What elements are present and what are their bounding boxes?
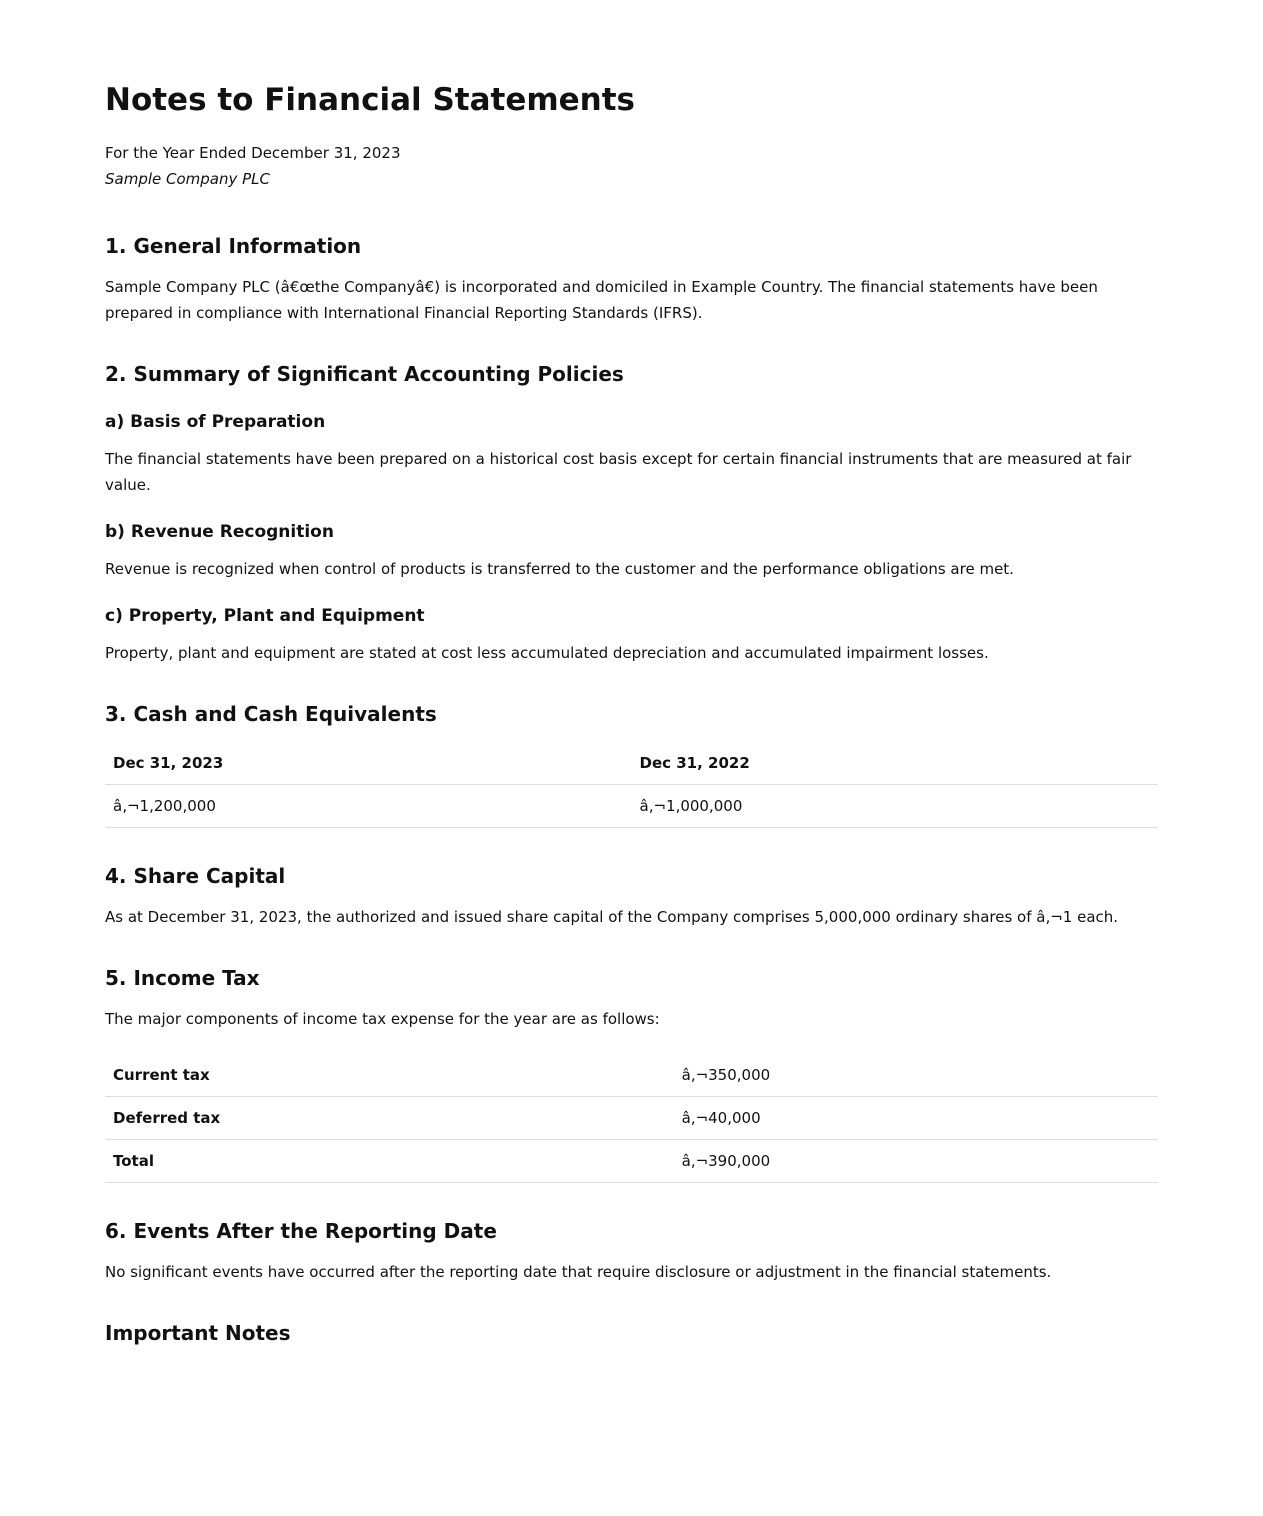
section-heading: 1. General Information bbox=[105, 234, 362, 258]
row-label: Deferred tax bbox=[105, 1097, 674, 1140]
column-header: Dec 31, 2022 bbox=[632, 742, 1159, 785]
section-general-information bbox=[105, 232, 1158, 326]
subsection-text: Revenue is recognized when control of products is transferred to the customer and the performance obligations are met. bbox=[105, 560, 1014, 578]
section-heading: Important Notes bbox=[105, 1321, 291, 1345]
row-value: â‚¬40,000 bbox=[674, 1097, 1158, 1140]
section-heading: 3. Cash and Cash Equivalents bbox=[105, 702, 437, 726]
row-value: â‚¬390,000 bbox=[674, 1140, 1158, 1183]
section-text: No significant events have occurred after the reporting date that require disclosure or adjustment in the financial statements. bbox=[105, 1263, 1052, 1281]
section-heading: 6. Events After the Reporting Date bbox=[105, 1219, 497, 1243]
income-tax-table bbox=[105, 1054, 1158, 1183]
section-events-after-reporting bbox=[105, 1217, 1158, 1285]
table-header-row bbox=[105, 742, 1158, 785]
page-title: Notes to Financial Statements bbox=[105, 82, 636, 118]
reporting-period: For the Year Ended December 31, 2023 bbox=[105, 144, 401, 162]
table-cell: â‚¬1,200,000 bbox=[105, 785, 632, 828]
subsection-heading: b) Revenue Recognition bbox=[105, 522, 334, 542]
subsection-text: The financial statements have been prepared on a historical cost basis except for certain financial instruments that are measured at fair value. bbox=[105, 450, 1132, 494]
cash-table bbox=[105, 742, 1158, 828]
subsection-heading: c) Property, Plant and Equipment bbox=[105, 606, 425, 626]
section-income-tax bbox=[105, 964, 1158, 1183]
section-heading: 4. Share Capital bbox=[105, 864, 286, 888]
section-text: The major components of income tax expense for the year are as follows: bbox=[105, 1010, 660, 1028]
section-accounting-policies bbox=[105, 360, 1158, 666]
table-row bbox=[105, 1140, 1158, 1183]
row-label: Current tax bbox=[105, 1054, 674, 1097]
subsection-text: Property, plant and equipment are stated at cost less accumulated depreciation and accumulated impairment losses. bbox=[105, 644, 989, 662]
column-header: Dec 31, 2023 bbox=[105, 742, 632, 785]
section-cash-equivalents bbox=[105, 700, 1158, 828]
company-name: Sample Company PLC bbox=[105, 170, 271, 188]
row-value: â‚¬350,000 bbox=[674, 1054, 1158, 1097]
section-text: As at December 31, 2023, the authorized and issued share capital of the Company comprises 5,000,000 ordinary shares of â‚¬1 each. bbox=[105, 908, 1119, 926]
table-row bbox=[105, 1054, 1158, 1097]
subsection-heading: a) Basis of Preparation bbox=[105, 412, 326, 432]
section-share-capital bbox=[105, 862, 1158, 930]
section-heading: 5. Income Tax bbox=[105, 966, 260, 990]
document-page bbox=[105, 0, 1158, 1347]
section-important-notes bbox=[105, 1319, 1158, 1347]
section-heading: 2. Summary of Significant Accounting Policies bbox=[105, 362, 624, 386]
table-row bbox=[105, 785, 1158, 828]
section-text: Sample Company PLC (â€œthe Companyâ€) is incorporated and domiciled in Example Country. The financial statements have been prepared in compliance with International Financial Reporting Standards (IFRS). bbox=[105, 278, 1098, 322]
row-label: Total bbox=[105, 1140, 674, 1183]
table-row bbox=[105, 1097, 1158, 1140]
table-cell: â‚¬1,000,000 bbox=[632, 785, 1159, 828]
